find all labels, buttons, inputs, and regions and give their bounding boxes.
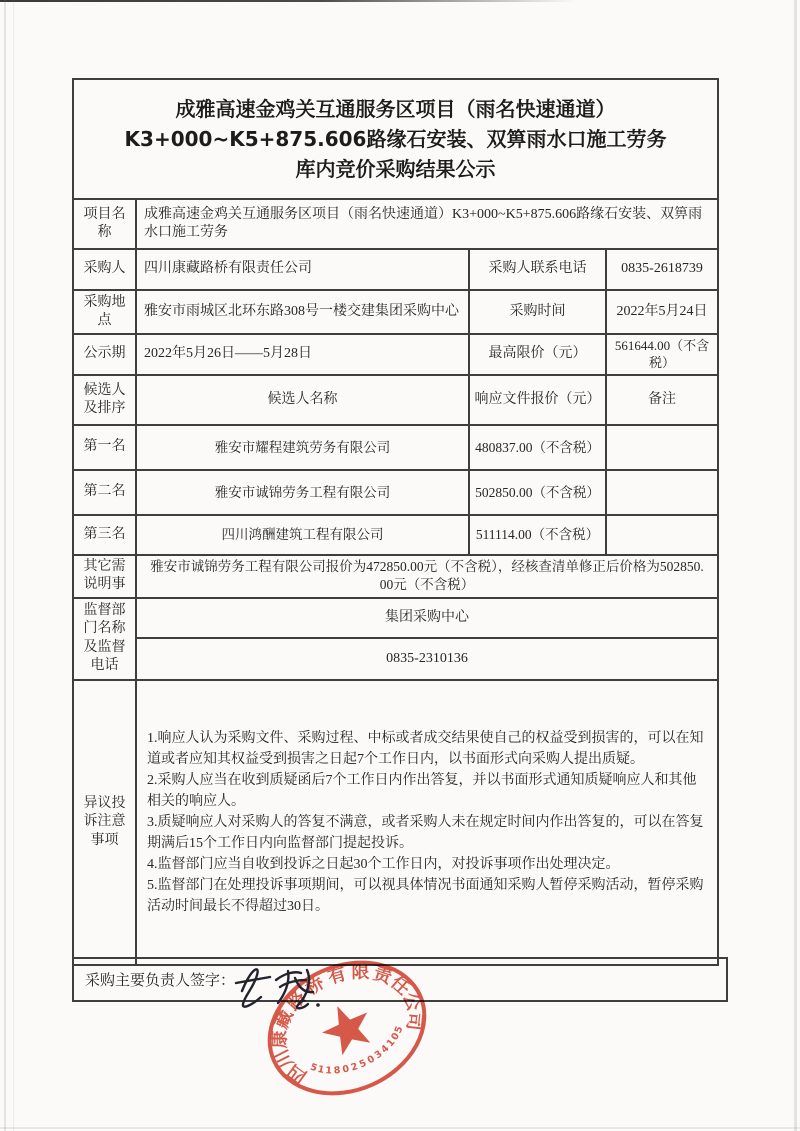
purchase-time-label: 采购时间 (469, 290, 606, 334)
handwritten-signature (232, 955, 352, 1017)
max-price-value: 561644.00（不含税） (606, 334, 718, 375)
candidate-row-3 (73, 515, 718, 555)
candidate-3-name: 四川鸿酬建筑工程有限公司 (136, 515, 469, 555)
svg-text:0: 0 (341, 1063, 351, 1076)
purchase-time-value: 2022年5月24日 (606, 290, 718, 334)
candidate-2-remark (606, 470, 718, 515)
svg-text:限: 限 (351, 961, 370, 983)
candidate-3-rank: 第三名 (73, 515, 136, 555)
scan-edge-left-2 (13, 0, 14, 1131)
publicity-period-value: 2022年5月26日——5月28日 (136, 334, 469, 375)
candidate-2-name: 雅安市诚锦劳务工程有限公司 (136, 470, 469, 515)
candidate-name-header: 候选人名称 (136, 375, 469, 425)
svg-text:任: 任 (386, 972, 414, 1000)
svg-text:1: 1 (384, 1037, 398, 1050)
svg-text:康: 康 (269, 1030, 291, 1049)
purchaser-phone-value: 0835-2618739 (606, 249, 718, 290)
svg-text:0: 0 (389, 1030, 403, 1043)
title-line-3: 库内竞价采购结果公示 (295, 157, 496, 181)
svg-text:有: 有 (325, 963, 349, 989)
svg-text:5: 5 (392, 1024, 406, 1036)
project-name-label: 项目名称 (73, 199, 136, 249)
objection-label: 异议投诉注意事项 (73, 680, 136, 965)
svg-text:2: 2 (349, 1061, 360, 1074)
purchaser-phone-label: 采购人联系电话 (469, 249, 606, 290)
candidate-1-rank: 第一名 (73, 425, 136, 470)
svg-text:5: 5 (308, 1061, 319, 1075)
publicity-period-label: 公示期 (73, 334, 136, 375)
signature-label: 采购主要负责人签字： (85, 973, 236, 989)
svg-text:四: 四 (283, 1059, 311, 1088)
project-name-value: 成雅高速金鸡关互通服务区项目（雨名快速通道）K3+000~K5+875.606路缘石安装、双箅雨水口施工劳务 (136, 199, 718, 249)
svg-text:责: 责 (370, 962, 395, 989)
scan-edge-top (0, 0, 800, 2)
candidate-quote-header: 响应文件报价（元） (469, 375, 606, 425)
candidate-1-remark (606, 425, 718, 470)
max-price-label: 最高限价（元） (469, 334, 606, 375)
candidate-rank-header: 候选人及排序 (73, 375, 136, 425)
purchaser-value: 四川康藏路桥有限责任公司 (136, 249, 469, 290)
svg-text:公: 公 (398, 989, 425, 1015)
other-notes-label: 其它需说明事 (73, 555, 136, 598)
svg-text:3: 3 (372, 1048, 385, 1062)
other-notes-value: 雅安市诚锦劳务工程有限公司报价为472850.00元（不含税），经核查清单修正后价格为502850.00元（不含税） (136, 555, 718, 598)
candidate-3-quote: 511114.00（不含税） (469, 515, 606, 555)
purchaser-label: 采购人 (73, 249, 136, 290)
scan-edge-right (794, 0, 797, 1131)
objection-item-2: 2.采购人应当在收到质疑函后7个工作日内作出答复，并以书面形式通知质疑响应人和其他相关的响应人。 (147, 772, 697, 809)
svg-text:路: 路 (282, 987, 311, 1015)
supervision-phone: 0835-2310136 (136, 638, 718, 680)
candidate-1-quote: 480837.00（不含税） (469, 425, 606, 470)
svg-text:0: 0 (365, 1053, 377, 1067)
svg-text:川: 川 (271, 1045, 299, 1072)
candidate-2-quote: 502850.00（不含税） (469, 470, 606, 515)
objection-content (136, 680, 718, 965)
candidate-1-name: 雅安市耀程建筑劳务有限公司 (136, 425, 469, 470)
location-label: 采购地点 (73, 290, 136, 334)
objection-item-3: 3.质疑响应人对采购人的答复不满意，或者采购人未在规定时间内作出答复的，可以在答复期满后15个工作日内向监督部门提起投诉。 (147, 814, 704, 851)
svg-text:司: 司 (402, 1011, 426, 1032)
title-line-2: K3+000~K5+875.606路缘石安装、双箅雨水口施工劳务 (124, 127, 667, 151)
svg-text:1: 1 (316, 1063, 326, 1076)
location-value: 雅安市雨城区北环东路308号一楼交建集团采购中心 (136, 290, 469, 334)
svg-text:4: 4 (379, 1043, 392, 1056)
candidate-row-1 (73, 425, 718, 470)
supervision-department: 集团采购中心 (136, 598, 718, 638)
supervision-label: 监督部门名称及监督电话 (73, 598, 136, 680)
svg-text:1: 1 (325, 1065, 333, 1077)
svg-text:藏: 藏 (271, 1006, 298, 1032)
title-line-1: 成雅高速金鸡关互通服务区项目（雨名快速通道） (175, 97, 616, 121)
svg-text:5: 5 (357, 1057, 369, 1071)
candidate-3-remark (606, 515, 718, 555)
candidate-row-2 (73, 470, 718, 515)
objection-item-4: 4.监督部门应当自收到投诉之日起30个工作日内，对投诉事项作出处理决定。 (147, 856, 620, 872)
objection-item-1: 1.响应人认为采购文件、采购过程、中标或者成交结果使自己的权益受到损害的，可以在知道或者应知其权益受到损害之日起7个工作日内，以书面形式向采购人提出质疑。 (147, 730, 704, 767)
scan-edge-left (4, 0, 6, 1131)
procurement-result-table (72, 78, 719, 966)
candidate-remark-header: 备注 (606, 375, 718, 425)
svg-text:8: 8 (333, 1064, 341, 1077)
document-title (73, 79, 718, 199)
svg-text:桥: 桥 (301, 972, 329, 1000)
objection-item-5: 5.监督部门在处理投诉事项期间，可以视具体情况书面通知采购人暂停采购活动，暂停采购活动时间最长不得超过30日。 (147, 877, 704, 914)
candidate-2-rank: 第二名 (73, 470, 136, 515)
